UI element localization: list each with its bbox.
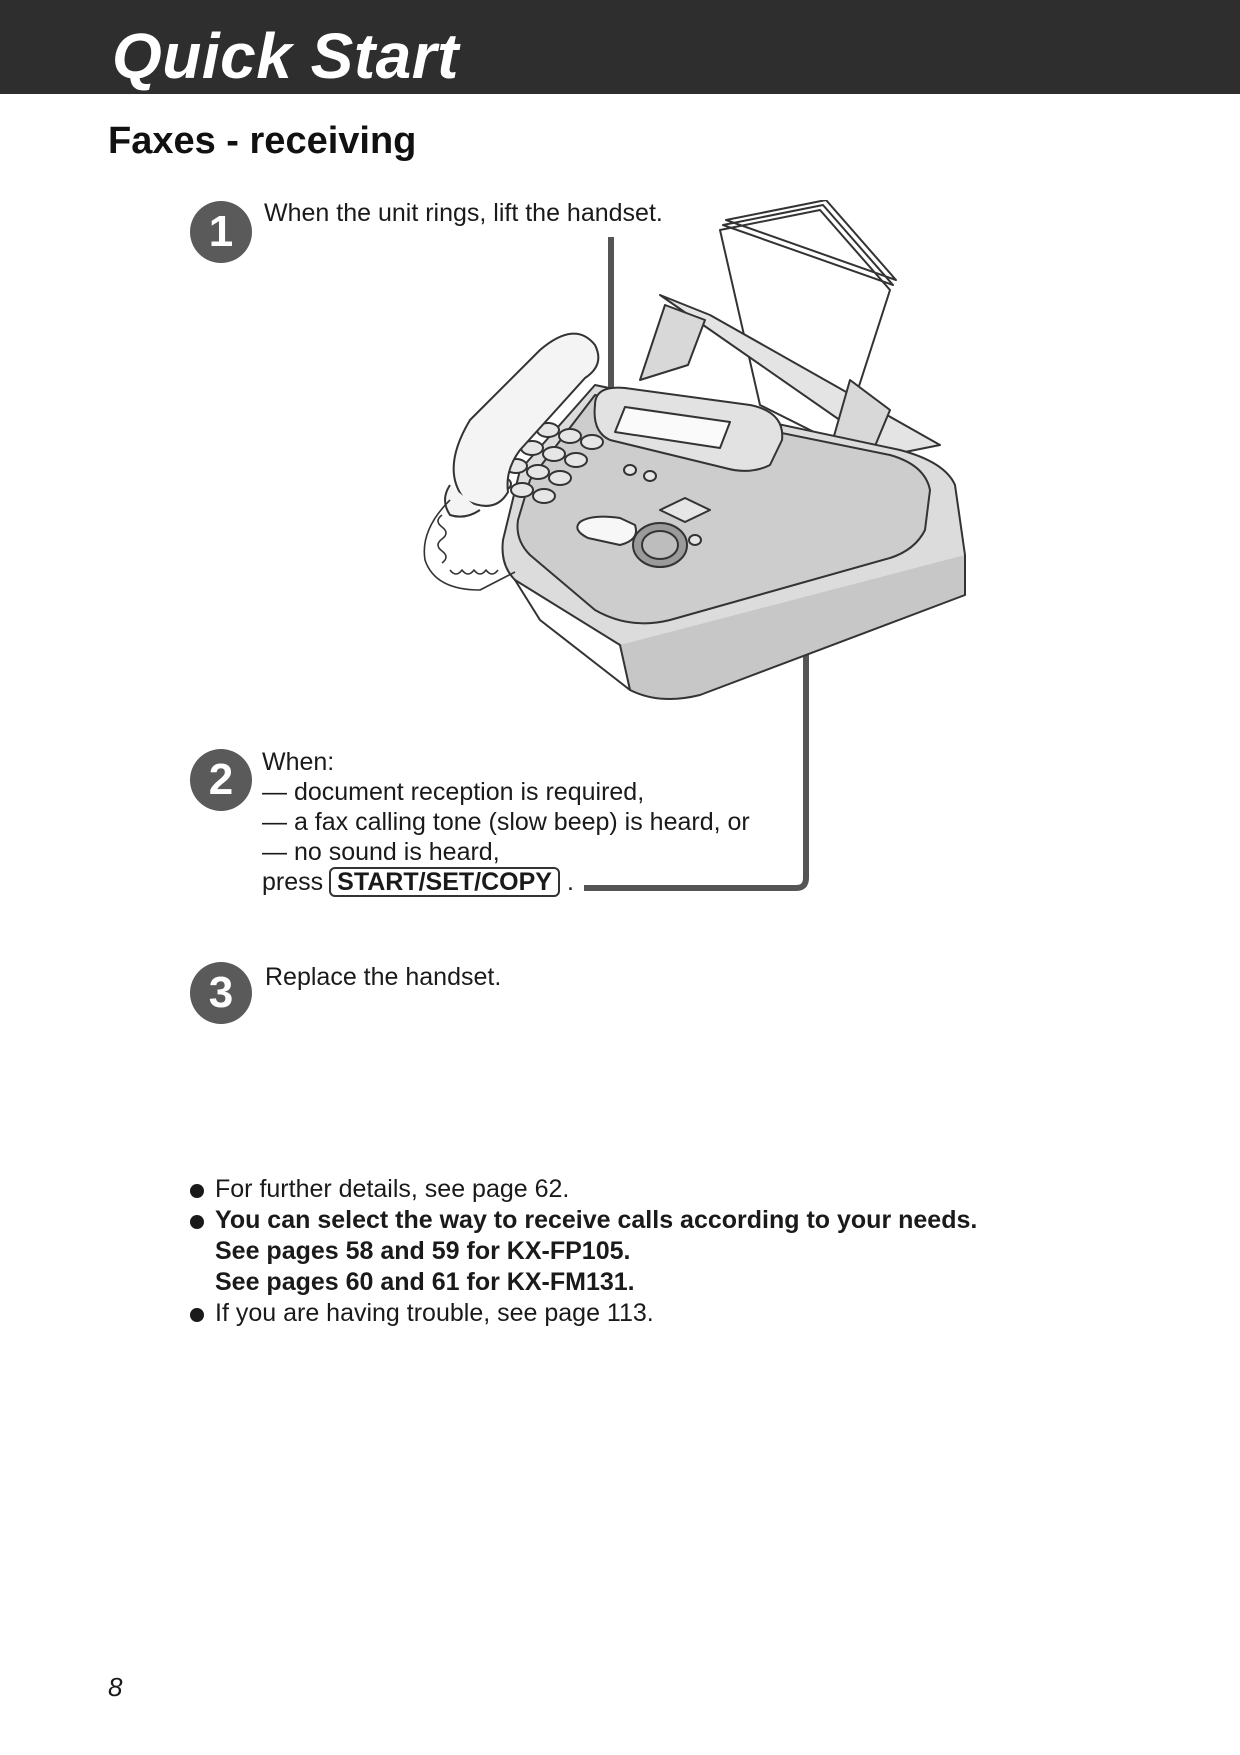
step-1-badge: 1 bbox=[190, 201, 252, 263]
step-3-text: Replace the handset. bbox=[265, 963, 502, 991]
section-title: Faxes - receiving bbox=[108, 120, 417, 162]
start-set-copy-key: START/SET/COPY bbox=[329, 867, 560, 897]
fax-machine-illustration bbox=[420, 200, 1020, 720]
step-1-text: When the unit rings, lift the handset. bbox=[264, 199, 663, 227]
note-text: If you are having trouble, see page 113. bbox=[215, 1299, 654, 1327]
note-item bbox=[190, 1174, 1090, 1205]
step-2-action-prefix: press bbox=[262, 868, 324, 896]
step-3-badge: 3 bbox=[190, 962, 252, 1024]
note-text: See pages 60 and 61 for KX-FM131. bbox=[215, 1268, 635, 1296]
bullet-icon bbox=[190, 1308, 204, 1322]
step-2-badge: 2 bbox=[190, 749, 252, 811]
step-2-condition: — no sound is heard, bbox=[262, 838, 500, 866]
notes-list bbox=[190, 1174, 1090, 1329]
note-item bbox=[190, 1205, 1090, 1298]
bullet-icon bbox=[190, 1184, 204, 1198]
step-2-action-suffix: . bbox=[566, 868, 574, 896]
note-text: See pages 58 and 59 for KX-FP105. bbox=[215, 1237, 631, 1265]
page-number: 8 bbox=[108, 1672, 123, 1702]
note-item bbox=[190, 1298, 1090, 1329]
note-text: For further details, see page 62. bbox=[215, 1175, 570, 1203]
bullet-icon bbox=[190, 1215, 204, 1229]
step-2-intro: When: bbox=[262, 748, 335, 776]
step-2-condition: — a fax calling tone (slow beep) is heard, or bbox=[262, 808, 750, 836]
note-text: You can select the way to receive calls according to your needs. bbox=[215, 1206, 978, 1234]
page-header-title: Quick Start bbox=[112, 20, 459, 92]
step-2-condition: — document reception is required, bbox=[262, 778, 645, 806]
